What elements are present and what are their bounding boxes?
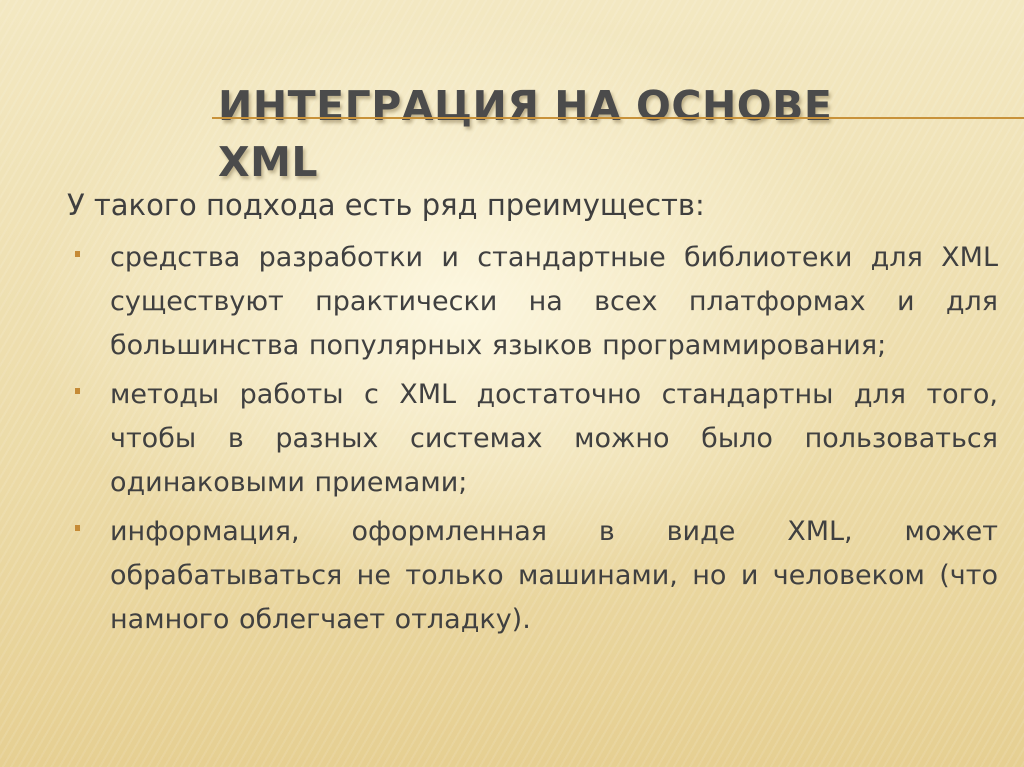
bullet-square-icon [75, 251, 80, 257]
title-underline [212, 117, 1024, 119]
bullet-text: методы работы с XML достаточно стандартны для того, чтобы в разных системах можно было пользоваться одинаковыми приемами; [110, 379, 998, 498]
bullet-square-icon [75, 388, 80, 394]
slide-title: ИНТЕГРАЦИЯ НА ОСНОВЕ XML [218, 82, 833, 186]
list-item [67, 236, 998, 368]
bullet-list [67, 236, 998, 647]
intro-text: У такого подхода есть ряд преимуществ: [67, 188, 705, 222]
bullet-text: средства разработки и стандартные библиотеки для XML существуют практически на всех платформах и для большинства популярных языков программирования; [110, 242, 998, 361]
bullet-text: информация, оформленная в виде XML, может обрабатываться не только машинами, но и человеком (что намного облегчает отладку). [110, 516, 998, 635]
list-item [67, 510, 998, 642]
bullet-square-icon [75, 525, 80, 531]
list-item [67, 373, 998, 505]
